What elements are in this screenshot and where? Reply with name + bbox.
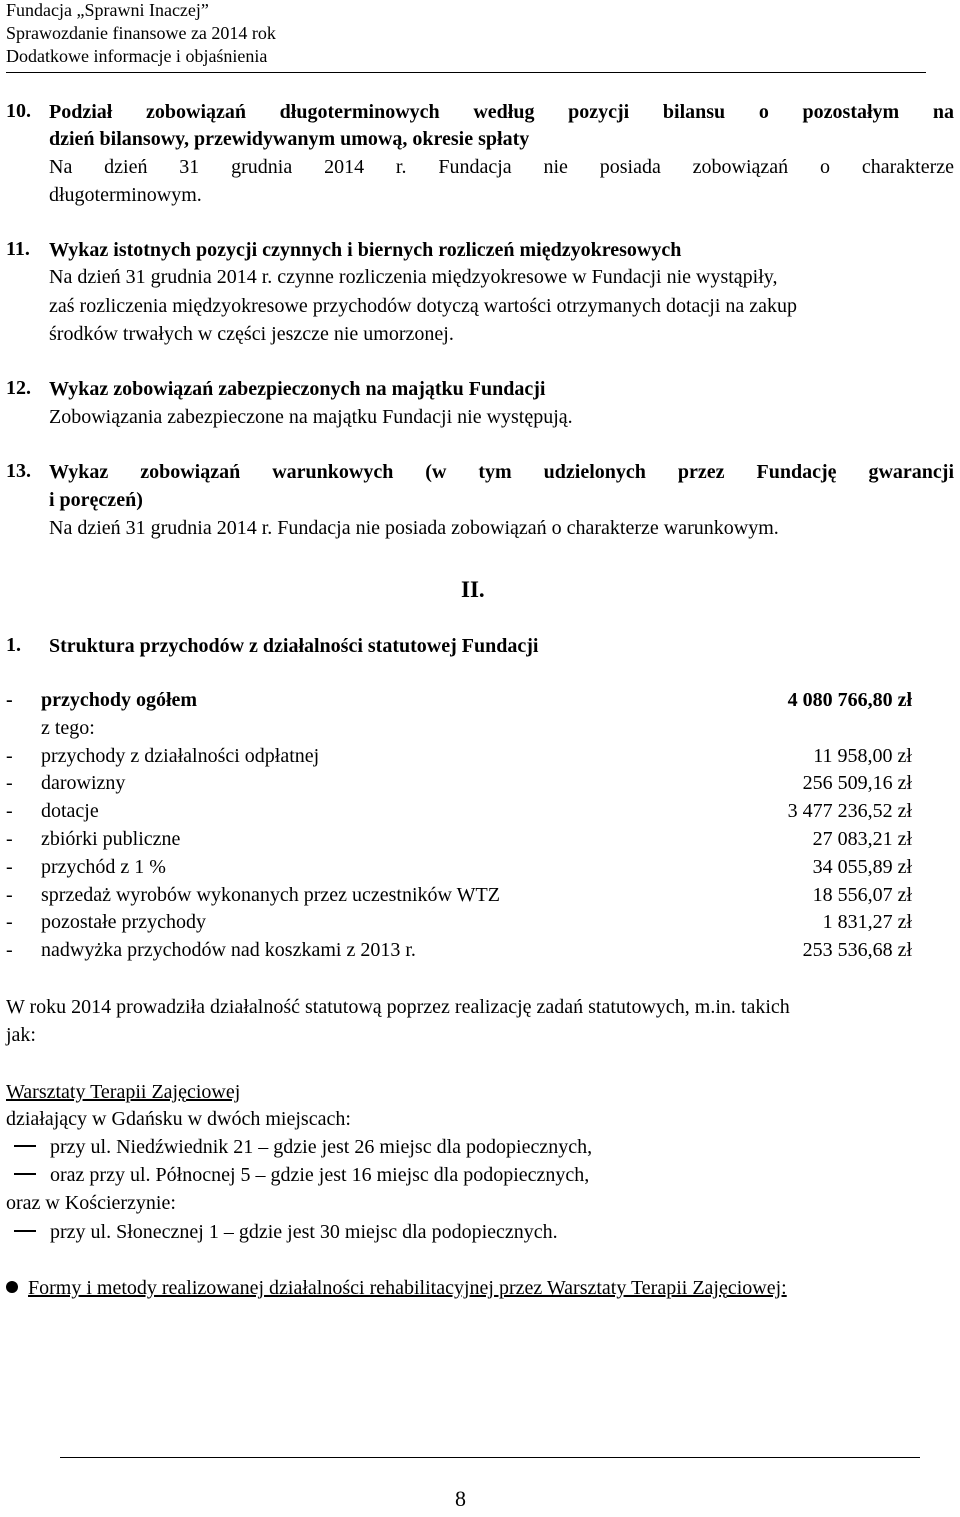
section-10-title-line2: dzień bilansowy, przewidywanym umową, okresie spłaty — [49, 128, 530, 150]
revenue-row-label: dotacje — [41, 800, 99, 822]
section-10-title-line1: Podział zobowiązań długoterminowych według pozycji bilansu o pozostałym na — [49, 101, 954, 123]
revenue-row-label: sprzedaż wyrobów wykonanych przez uczestników WTZ — [41, 884, 500, 906]
section-10-body-line1: Na dzień 31 grudnia 2014 r. Fundacja nie posiada zobowiązań o charakterze — [49, 156, 954, 178]
location-text: przy ul. Słonecznej 1 – gdzie jest 30 miejsc dla podopiecznych. — [50, 1221, 558, 1243]
forms-heading-text: Formy i metody realizowanej działalności rehabilitacyjnej przez Warsztaty Terapii Zajęciowej: — [28, 1277, 787, 1299]
location-item — [14, 1220, 558, 1244]
revenue-total-value: 4 080 766,80 zł — [787, 689, 912, 711]
section-11-title: Wykaz istotnych pozycji czynnych i biernych rozliczeń międzyokresowych — [49, 239, 682, 261]
header-org-name: Fundacja „Sprawni Inaczej” — [6, 0, 209, 20]
document-header — [0, 0, 960, 70]
revenue-row-label: przychody z działalności odpłatnej — [41, 745, 320, 767]
revenue-total-label: przychody ogółem — [41, 689, 198, 711]
koscierzyna-heading: oraz w Kościerzynie: — [6, 1192, 176, 1214]
location-text: oraz przy ul. Północnej 5 – gdzie jest 16 miejsc dla podopiecznych, — [50, 1164, 590, 1186]
gdansk-locations-heading: działający w Gdańsku w dwóch miejscach: — [6, 1108, 351, 1130]
revenue-row-dash: - — [6, 745, 13, 767]
revenue-row-value: 11 958,00 zł — [813, 745, 912, 767]
section-13-title-line1: Wykaz zobowiązań warunkowych (w tym udzielonych przez Fundację gwarancji — [49, 461, 954, 483]
revenue-total-dash: - — [6, 689, 13, 711]
section-12-title: Wykaz zobowiązań zabezpieczonych na majątku Fundacji — [49, 378, 546, 400]
revenue-row-dash: - — [6, 856, 13, 878]
forms-heading — [6, 1276, 787, 1300]
section-11-body-line2: zaś rozliczenia międzyokresowe przychodów dotyczą wartości otrzymanych dotacji na zakup — [49, 295, 798, 317]
revenue-row-dash: - — [6, 939, 13, 961]
location-text: przy ul. Niedźwiednik 21 – gdzie jest 26 miejsc dla podopiecznych, — [50, 1136, 593, 1158]
section-10-body-line2: długoterminowym. — [49, 184, 202, 206]
round-bullet-icon — [6, 1281, 18, 1293]
dash-bullet-icon — [14, 1173, 36, 1175]
section-13-title-line2: i poręczeń) — [49, 489, 143, 511]
revenue-row-dash: - — [6, 772, 13, 794]
section-13-body: Na dzień 31 grudnia 2014 r. Fundacja nie posiada zobowiązań o charakterze warunkowym. — [49, 517, 779, 539]
part-2-heading: II. — [461, 577, 485, 602]
section-12-body: Zobowiązania zabezpieczone na majątku Fundacji nie występują. — [49, 406, 573, 428]
part-2-section-1-number: 1. — [6, 634, 21, 656]
activity-intro-line2: jak: — [6, 1024, 36, 1046]
revenue-row-value: 18 556,07 zł — [812, 884, 912, 906]
part-2-section-1-title: Struktura przychodów z działalności statutowej Fundacji — [49, 635, 539, 657]
header-divider — [6, 72, 926, 73]
page-number: 8 — [455, 1486, 466, 1511]
revenue-row-value: 256 509,16 zł — [802, 772, 912, 794]
footer-divider — [60, 1457, 920, 1458]
section-11-body-line3: środków trwałych w części jeszcze nie umorzonej. — [49, 323, 454, 345]
revenue-row-dash: - — [6, 884, 13, 906]
revenue-row-value: 27 083,21 zł — [812, 828, 912, 850]
section-12-number: 12. — [6, 377, 31, 399]
revenue-row-value: 3 477 236,52 zł — [787, 800, 912, 822]
dash-bullet-icon — [14, 1145, 36, 1147]
section-13-number: 13. — [6, 460, 31, 482]
revenue-of-which: z tego: — [41, 717, 95, 739]
revenue-row-value: 1 831,27 zł — [822, 911, 912, 933]
section-10-number: 10. — [6, 100, 31, 122]
revenue-row-label: nadwyżka przychodów nad koszkami z 2013 r. — [41, 939, 416, 961]
location-item — [14, 1135, 592, 1159]
revenue-row-label: darowizny — [41, 772, 126, 794]
header-report-title: Sprawozdanie finansowe za 2014 rok — [6, 23, 276, 43]
section-11-body-line1: Na dzień 31 grudnia 2014 r. czynne rozliczenia międzyokresowe w Fundacji nie wystąpiły, — [49, 266, 778, 288]
revenue-row-label: zbiórki publiczne — [41, 828, 181, 850]
location-item — [14, 1163, 589, 1187]
revenue-row-dash: - — [6, 911, 13, 933]
revenue-row-label: pozostałe przychody — [41, 911, 206, 933]
section-11-number: 11. — [6, 238, 30, 260]
revenue-row-dash: - — [6, 828, 13, 850]
dash-bullet-icon — [14, 1230, 36, 1232]
activity-intro-line1: W roku 2014 prowadziła działalność statutową poprzez realizację zadań statutowych, m.in. takich — [6, 996, 790, 1018]
revenue-row-label: przychód z 1 % — [41, 856, 166, 878]
wtz-title: Warsztaty Terapii Zajęciowej — [6, 1081, 241, 1103]
revenue-row-value: 253 536,68 zł — [802, 939, 912, 961]
revenue-row-dash: - — [6, 800, 13, 822]
revenue-row-value: 34 055,89 zł — [812, 856, 912, 878]
header-section-title: Dodatkowe informacje i objaśnienia — [6, 46, 268, 66]
